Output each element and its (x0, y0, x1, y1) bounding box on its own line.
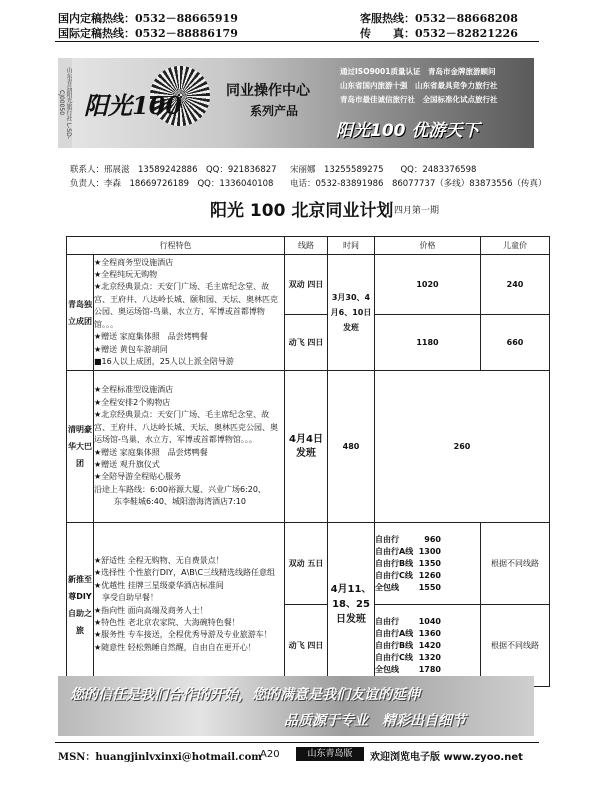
feature-line: ★全程标准型设施酒店 (94, 385, 174, 395)
child-price-note: 根据不同线路 (481, 523, 550, 605)
edition-badge: 山东青岛版 (296, 747, 364, 761)
website-link[interactable]: 欢迎浏览电子版 www.zyoo.net (370, 752, 523, 763)
price-item (375, 570, 441, 582)
route-cell: 动飞 四日 (285, 605, 328, 687)
child-price-cell: 660 (481, 315, 550, 371)
price-value: 1320 (418, 652, 441, 662)
price-label: 自由行B线 (375, 640, 414, 650)
price-label: 自由行C线 (375, 570, 413, 580)
price-item (375, 628, 441, 640)
price-item (375, 616, 441, 628)
price-value: 1300 (418, 546, 441, 556)
page-number: A20 (260, 749, 280, 760)
price-item (375, 640, 441, 652)
price-label: 自由行C线 (375, 652, 413, 662)
header-price: 价格 (375, 237, 481, 255)
feature-line: ■16人以上成团，25人以上派全陪导游 (94, 356, 234, 366)
banner-title: 同业操作中心 (226, 83, 310, 99)
child-price-cell: 240 (481, 255, 550, 315)
group-description (94, 255, 285, 371)
feature-line: 享受自助早餐！ (94, 593, 158, 603)
price-cell: 1020 (375, 255, 481, 315)
price-label: 全包线 (375, 582, 399, 592)
departure-time: 4月4日发班 (285, 371, 328, 523)
group-name: 清明豪华大巴团 (67, 371, 94, 523)
contact-person-1: 联系人：邢展滋 13589242886 QQ：921836827 (70, 165, 277, 175)
departure-time: 4月11、18、25日发班 (328, 523, 375, 687)
departure-time: 3月30、4月6、10日 发班 (328, 255, 375, 371)
price-item (375, 534, 441, 546)
group-name: 新推至尊DIY自助之旅 (67, 523, 94, 687)
msn-contact: MSN：huangjinlvxinxi@hotmail.com (58, 752, 262, 763)
price-value: 1350 (418, 558, 441, 568)
feature-line: ★全程商务型设施酒店 (94, 257, 174, 267)
fax-number: 传 真：0532－82821226 (360, 27, 518, 40)
child-price-note: 根据不同线路 (481, 605, 550, 687)
price-list (375, 605, 481, 687)
price-list (375, 523, 481, 605)
group-description (94, 523, 285, 687)
header-route: 线路 (285, 237, 328, 255)
price-value: 1780 (418, 664, 441, 674)
feature-line: ★服务性 专车接送，全程优秀导游及专业旅游车！ (94, 630, 272, 640)
route-cell: 双动 四日 (285, 255, 328, 315)
service-hotline: 客服热线：0532－88668208 (360, 12, 518, 25)
feature-line: ★全程纯玩无购物 (94, 270, 158, 280)
price-label: 自由行A线 (375, 628, 414, 638)
table-header-row (67, 237, 550, 255)
plan-issue-date: 四月第一期 (394, 206, 440, 216)
certification-line: 通过ISO9001质量认证 青岛市金牌旅游顾问 (340, 67, 496, 76)
feature-line: ★赠送 黄包车游胡同 (94, 344, 168, 354)
banner-subtitle: 系列产品 (250, 104, 299, 118)
header-child-price: 儿童价 (481, 237, 550, 255)
logo-text: 阳光100 (84, 91, 183, 120)
feature-line: ★特色性 老北京农家院、大海碗特色餐！ (94, 617, 240, 627)
itinerary-table (66, 236, 550, 687)
price-item (375, 582, 441, 594)
feature-line: ★北京经典景点：天安门广场、毛主席纪念堂、故宫、王府井、八达岭长城、天坛、奥林匹克公园、奥运场馆-鸟巢、水立方、军博或首都博物馆。。。 (94, 410, 278, 445)
banner-slogan: 阳光100 优游天下 (336, 121, 480, 141)
price-value: 1420 (418, 640, 441, 650)
plan-title: 阳光 100 北京同业计划 (210, 201, 394, 221)
price-label: 自由行 (375, 534, 399, 544)
table-row (67, 371, 550, 523)
banner-motto-2: 品质源于专业 精彩出自细节 (284, 713, 466, 729)
price-value: 960 (424, 534, 441, 544)
price-value: 1260 (418, 570, 441, 580)
contact-person-2: 宋丽娜 13255589275 QQ：2483376598 (290, 165, 477, 175)
feature-line: ★全陪导游全程贴心服务 (94, 472, 182, 482)
office-phone: 电话：0532-83891986 86077737（多线）83873556（传真） (290, 179, 547, 189)
manager-contact: 负责人：李森 18669726189 QQ：1336040108 (70, 179, 274, 189)
feature-line: ★选择性 个性旅行DIY，A\B\C三线精选线路任意组 (94, 568, 276, 578)
certification-line: 青岛市最佳诚信旅行社 全国标准化试点旅行社 (340, 95, 498, 104)
route-cell: 动飞 四日 (285, 315, 328, 371)
price-item (375, 546, 441, 558)
price-value: 1040 (418, 616, 441, 626)
feature-line: ★全程安排2个购物店 (94, 397, 171, 407)
header-divider (55, 41, 539, 42)
child-price-cell: 260 (375, 371, 550, 523)
header-features: 行程特色 (67, 237, 285, 255)
price-label: 自由行A线 (375, 546, 414, 556)
price-cell: 1180 (375, 315, 481, 371)
agency-vertical-label: 山东青岛阳光旅行社 L-SD-CJ00050 (58, 58, 72, 148)
feature-line: 沿途上车路线：6:00裕源大厦、兴业广场6:20、 (94, 484, 266, 494)
price-label: 全包线 (375, 664, 399, 674)
price-item (375, 664, 441, 676)
group-name: 青岛独立成团 (67, 255, 94, 371)
feature-line: ★优越性 挂牌三星级豪华酒店标准间 (94, 580, 224, 590)
header-time: 时间 (328, 237, 375, 255)
table-row (67, 523, 550, 605)
route-cell: 双动 五日 (285, 523, 328, 605)
banner-motto-1: 您的信任是我们合作的开始，您的满意是我们友谊的延伸 (70, 687, 420, 703)
feature-line: ★赠送 家庭集体照 品尝烤鸭餐 (94, 332, 208, 342)
group-description (94, 371, 285, 523)
feature-line: ★舒适性 全程无购物、无自费景点！ (94, 555, 224, 565)
feature-line: ★北京经典景点：天安门广场、毛主席纪念堂、故宫、王府井、八达岭长城、颐和园、天坛、奥林匹克公园、奥运场馆-鸟巢、水立方、军博或首都博物馆。。。 (94, 282, 278, 329)
price-item (375, 652, 441, 664)
price-value: 1550 (418, 582, 441, 592)
footer-divider (55, 742, 539, 743)
feature-line: 东李鞋城6:40、城阳渤海湾酒店7:10 (114, 497, 246, 507)
domestic-hotline: 国内定稿热线：0532－88665919 (58, 12, 238, 25)
price-value: 1360 (418, 628, 441, 638)
feature-line: ★指向性 面向高端及商务人士！ (94, 605, 208, 615)
price-label: 自由行B线 (375, 558, 414, 568)
price-item (375, 558, 441, 570)
feature-line: ★赠送 观升旗仪式 (94, 459, 160, 469)
table-row (67, 255, 550, 315)
certification-line: 山东省国内旅游十强 山东省最具竞争力旅行社 (340, 81, 498, 90)
international-hotline: 国际定稿热线：0532－88886179 (58, 27, 238, 40)
price-cell: 480 (328, 371, 375, 523)
price-label: 自由行 (375, 616, 399, 626)
feature-line: ★随意性 轻松熟睡自然醒，自由自在更开心！ (94, 642, 256, 652)
feature-line: ★赠送 家庭集体照 品尝烤鸭餐 (94, 447, 208, 457)
